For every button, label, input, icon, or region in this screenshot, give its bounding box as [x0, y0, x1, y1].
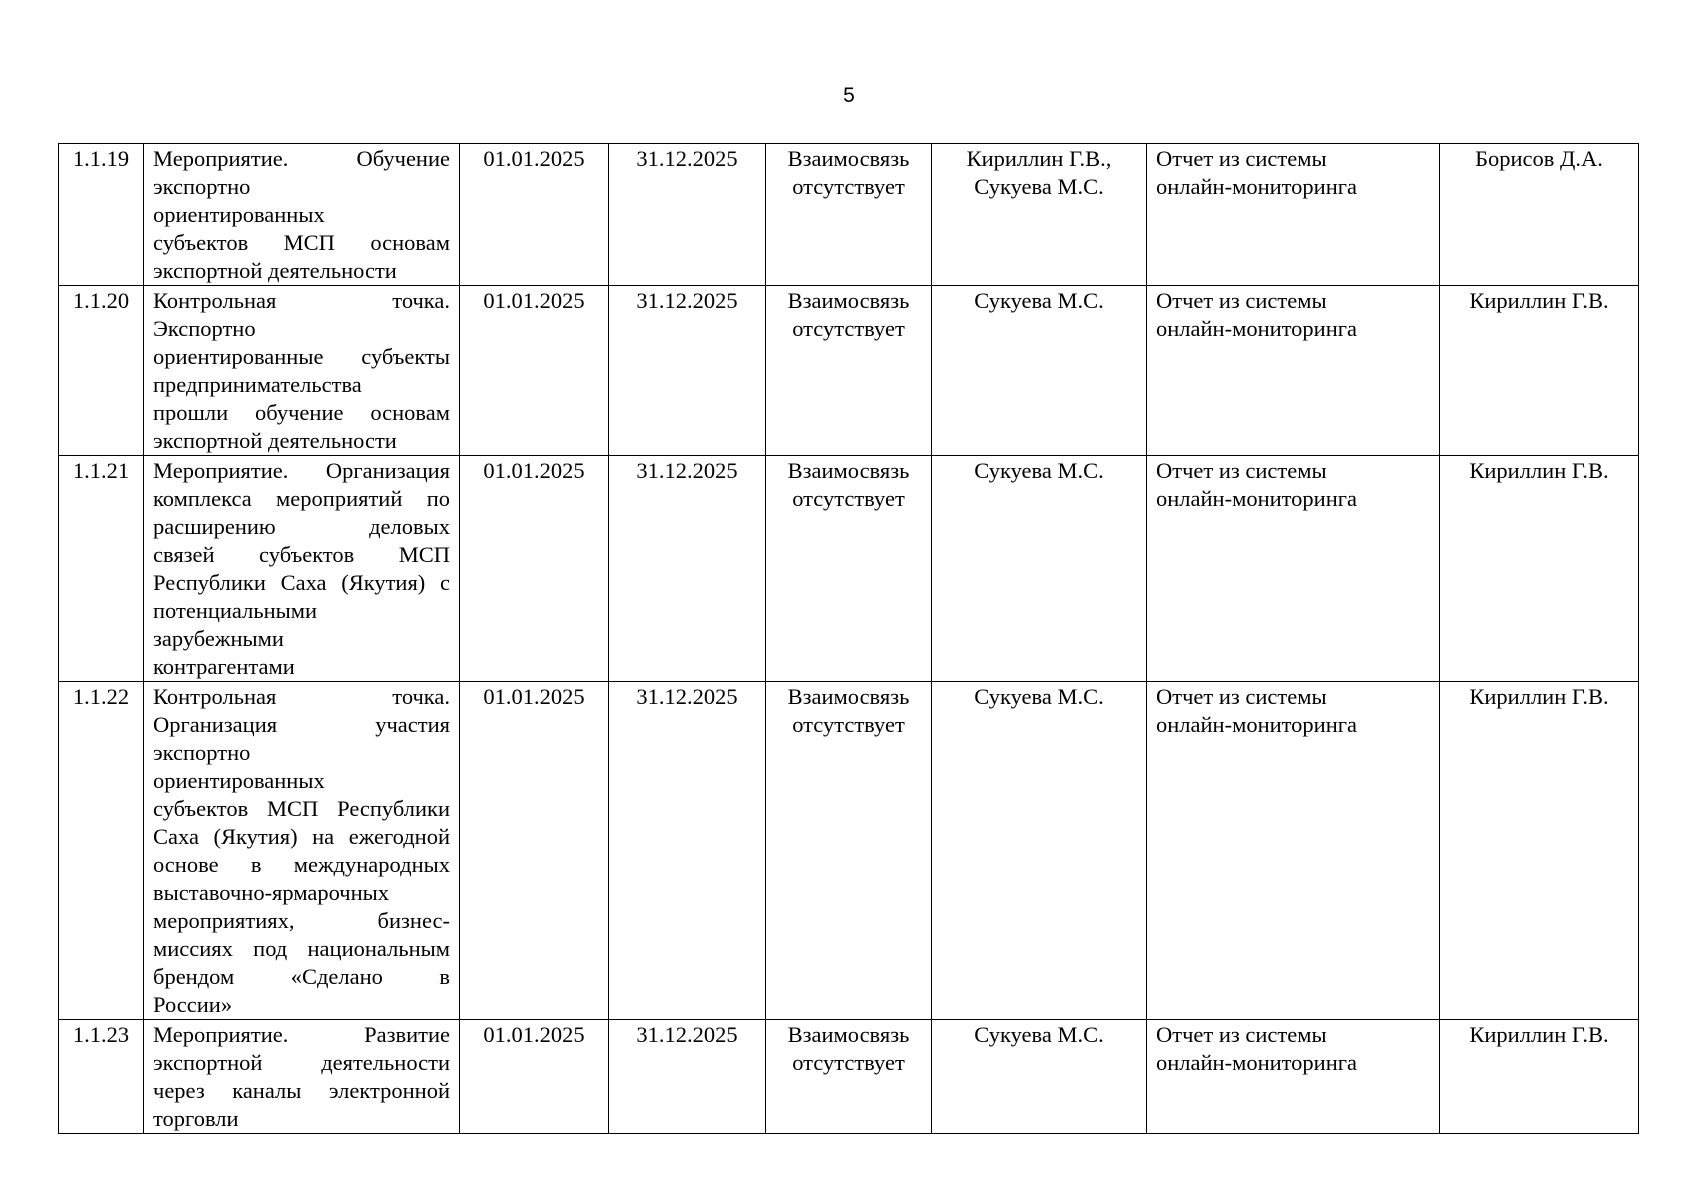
start-date: 01.01.2025 [460, 286, 609, 456]
table-row [59, 456, 1639, 682]
event-name-line: зарубежными [153, 626, 284, 651]
event-name-line: экспортно [153, 174, 251, 199]
controller-person: Кириллин Г.В. [1440, 456, 1639, 682]
row-number: 1.1.21 [59, 456, 144, 682]
start-date: 01.01.2025 [460, 1020, 609, 1134]
event-name [144, 1020, 460, 1134]
relationship: Взаимосвязь отсутствует [766, 286, 932, 456]
event-name-line: ориентированных [153, 202, 325, 227]
controller-person: Кириллин Г.В. [1440, 286, 1639, 456]
end-date: 31.12.2025 [609, 456, 766, 682]
end-date: 31.12.2025 [609, 286, 766, 456]
event-name-line: России» [153, 992, 233, 1017]
event-name-line: ориентированных [153, 768, 325, 793]
event-name-line: предпринимательства [153, 372, 362, 397]
controller-person: Кириллин Г.В. [1440, 682, 1639, 1020]
event-name-line: экспортно [153, 740, 251, 765]
confirming-document: Отчет из системы онлайн-мониторинга [1147, 144, 1440, 286]
event-name-line: Мероприятие. Обучение [153, 146, 450, 171]
confirming-document: Отчет из системы онлайн-мониторинга [1147, 286, 1440, 456]
responsible-person: Сукуева М.С. [932, 682, 1147, 1020]
event-name-line: мероприятиях, бизнес- [153, 908, 450, 933]
relationship: Взаимосвязь отсутствует [766, 682, 932, 1020]
end-date: 31.12.2025 [609, 682, 766, 1020]
table-row [59, 286, 1639, 456]
event-name-line: прошли обучение основам [153, 400, 450, 425]
row-number: 1.1.20 [59, 286, 144, 456]
event-name-line: выставочно-ярмарочных [153, 880, 390, 905]
event-name [144, 286, 460, 456]
event-name-line: расширению деловых [153, 514, 450, 539]
event-name-line: миссиях под национальным [153, 936, 450, 961]
row-number: 1.1.19 [59, 144, 144, 286]
event-name-line: Контрольная точка. [153, 684, 450, 709]
event-name-line: субъектов МСП основам [153, 230, 450, 255]
event-name [144, 682, 460, 1020]
responsible-person: Кириллин Г.В., Сукуева М.С. [932, 144, 1147, 286]
page-number: 5 [843, 84, 855, 107]
confirming-document: Отчет из системы онлайн-мониторинга [1147, 456, 1440, 682]
event-name [144, 144, 460, 286]
event-name-line: торговли [153, 1106, 239, 1131]
row-number: 1.1.23 [59, 1020, 144, 1134]
start-date: 01.01.2025 [460, 682, 609, 1020]
end-date: 31.12.2025 [609, 1020, 766, 1134]
controller-person: Борисов Д.А. [1440, 144, 1639, 286]
event-name-line: ориентированные субъекты [153, 344, 450, 369]
event-name-line: комплекса мероприятий по [153, 486, 450, 511]
event-name-line: экспортной деятельности [153, 258, 397, 283]
relationship: Взаимосвязь отсутствует [766, 1020, 932, 1134]
confirming-document: Отчет из системы онлайн-мониторинга [1147, 1020, 1440, 1134]
start-date: 01.01.2025 [460, 456, 609, 682]
event-name-line: основе в международных [153, 852, 450, 877]
plan-table [58, 143, 1639, 1134]
event-name-line: субъектов МСП Республики [153, 796, 450, 821]
event-name-line: Организация участия [153, 712, 450, 737]
event-name-line: Контрольная точка. [153, 288, 450, 313]
event-name-line: контрагентами [153, 654, 295, 679]
event-name-line: Экспортно [153, 316, 256, 341]
event-name-line: Саха (Якутия) на ежегодной [153, 824, 450, 849]
event-name-line: потенциальными [153, 598, 318, 623]
event-name-line: Мероприятие. Организация [153, 458, 450, 483]
confirming-document: Отчет из системы онлайн-мониторинга [1147, 682, 1440, 1020]
responsible-person: Сукуева М.С. [932, 456, 1147, 682]
event-name-line: Мероприятие. Развитие [153, 1022, 450, 1047]
responsible-person: Сукуева М.С. [932, 1020, 1147, 1134]
table-row [59, 682, 1639, 1020]
row-number: 1.1.22 [59, 682, 144, 1020]
relationship: Взаимосвязь отсутствует [766, 144, 932, 286]
controller-person: Кириллин Г.В. [1440, 1020, 1639, 1134]
event-name-line: через каналы электронной [153, 1078, 450, 1103]
table-row [59, 144, 1639, 286]
start-date: 01.01.2025 [460, 144, 609, 286]
event-name [144, 456, 460, 682]
event-name-line: Республики Саха (Якутия) с [153, 570, 450, 595]
relationship: Взаимосвязь отсутствует [766, 456, 932, 682]
event-name-line: экспортной деятельности [153, 1050, 450, 1075]
end-date: 31.12.2025 [609, 144, 766, 286]
table-row [59, 1020, 1639, 1134]
event-name-line: экспортной деятельности [153, 428, 397, 453]
event-name-line: брендом «Сделано в [153, 964, 450, 989]
event-name-line: связей субъектов МСП [153, 542, 450, 567]
responsible-person: Сукуева М.С. [932, 286, 1147, 456]
